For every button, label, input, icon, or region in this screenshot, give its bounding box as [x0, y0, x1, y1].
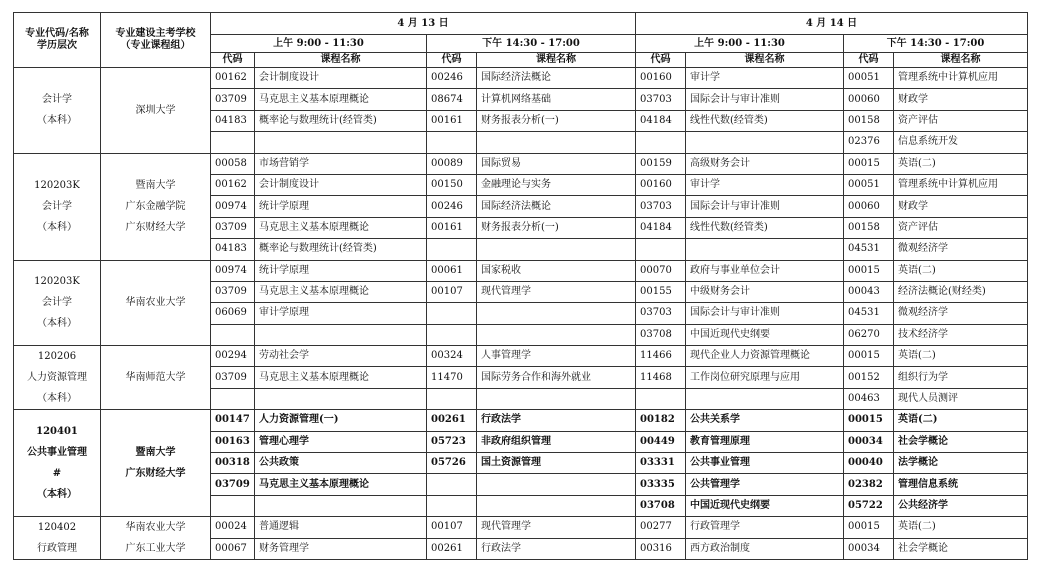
course-name: 市场营销学 [255, 153, 427, 174]
course-code: 00051 [844, 68, 894, 89]
course-code: 04184 [636, 110, 686, 131]
course-code: 11470 [427, 367, 477, 388]
course-code: 00015 [844, 410, 894, 431]
course-code: 02382 [844, 474, 894, 495]
major-line: 会计学 [42, 201, 72, 213]
course-code: 00163 [211, 431, 255, 452]
course-name: 公共关系学 [686, 410, 844, 431]
course-name: 马克思主义基本原理概论 [255, 281, 427, 302]
course-code: 00324 [427, 346, 477, 367]
course-code: 03703 [636, 89, 686, 110]
course-code: 02376 [844, 132, 894, 153]
course-code [427, 132, 477, 153]
course-name: 统计学原理 [255, 260, 427, 281]
school-line: 暨南大学 [135, 180, 176, 192]
course-name: 现代管理学 [477, 517, 636, 539]
course-header: 课程名称 [255, 53, 427, 68]
course-name: 马克思主义基本原理概论 [255, 367, 427, 388]
course-code: 03709 [211, 367, 255, 388]
course-name [477, 324, 636, 345]
school-line: 广东工业大学 [125, 543, 186, 555]
course-name: 管理心理学 [255, 431, 427, 452]
course-name: 国际会计与审计准则 [686, 89, 844, 110]
course-name: 组织行为学 [894, 367, 1028, 388]
table-row [14, 260, 1028, 281]
course-name [477, 239, 636, 260]
course-code: 00463 [844, 388, 894, 409]
course-name: 英语(二) [894, 410, 1028, 431]
course-code [636, 132, 686, 153]
course-name: 劳动社会学 [255, 346, 427, 367]
code-header: 代码 [636, 53, 686, 68]
course-name: 公共经济学 [894, 495, 1028, 516]
course-name: 计算机网络基础 [477, 89, 636, 110]
course-code: 03709 [211, 474, 255, 495]
course-name [255, 132, 427, 153]
course-code: 04184 [636, 217, 686, 238]
course-code: 00107 [427, 517, 477, 539]
course-code [427, 474, 477, 495]
course-code: 00015 [844, 346, 894, 367]
course-code [427, 495, 477, 516]
course-name: 金融理论与实务 [477, 174, 636, 195]
course-code [427, 324, 477, 345]
course-name: 会计制度设计 [255, 68, 427, 89]
course-code: 03708 [636, 324, 686, 345]
course-name: 现代企业人力资源管理概论 [686, 346, 844, 367]
course-code: 03331 [636, 453, 686, 474]
course-code: 03709 [211, 89, 255, 110]
course-name: 信息系统开发 [894, 132, 1028, 153]
course-header: 课程名称 [477, 53, 636, 68]
course-name: 教育管理原理 [686, 431, 844, 452]
major-line: 公共事业管理 [27, 447, 87, 459]
school-cell [101, 410, 211, 517]
course-name: 社会学概论 [894, 431, 1028, 452]
major-header: 专业代码/名称 学历层次 [14, 13, 101, 68]
course-name: 政府与事业单位会计 [686, 260, 844, 281]
course-code: 00246 [427, 68, 477, 89]
course-name: 财务报表分析(一) [477, 217, 636, 238]
course-name: 公共政策 [255, 453, 427, 474]
major-line: （本科） [37, 489, 77, 501]
course-code: 00058 [211, 153, 255, 174]
course-code: 00060 [844, 89, 894, 110]
course-name: 微观经济学 [894, 239, 1028, 260]
course-name: 国际经济法概论 [477, 196, 636, 217]
table-body [14, 68, 1028, 560]
course-name: 审计学 [686, 174, 844, 195]
course-code: 00160 [636, 174, 686, 195]
course-header: 课程名称 [686, 53, 844, 68]
course-name: 行政管理学 [686, 517, 844, 539]
course-name: 经济法概论(财经类) [894, 281, 1028, 302]
course-code: 00089 [427, 153, 477, 174]
course-code: 00158 [844, 110, 894, 131]
school-line: 暨南大学 [135, 447, 176, 459]
course-name: 财政学 [894, 196, 1028, 217]
major-cell [14, 260, 101, 346]
course-name: 概率论与数理统计(经管类) [255, 239, 427, 260]
course-name: 公共管理学 [686, 474, 844, 495]
course-header: 课程名称 [894, 53, 1028, 68]
course-name: 财政学 [894, 89, 1028, 110]
course-code: 04531 [844, 239, 894, 260]
course-code: 00107 [427, 281, 477, 302]
course-name: 公共事业管理 [686, 453, 844, 474]
major-cell [14, 153, 101, 260]
course-code [211, 495, 255, 516]
course-name: 英语(二) [894, 517, 1028, 539]
course-name: 国际经济法概论 [477, 68, 636, 89]
course-code: 00182 [636, 410, 686, 431]
course-code [427, 239, 477, 260]
course-code [636, 239, 686, 260]
course-name [255, 495, 427, 516]
major-line: （本科） [37, 115, 77, 127]
course-code: 00246 [427, 196, 477, 217]
course-code: 00294 [211, 346, 255, 367]
school-cell [101, 153, 211, 260]
major-line: # [52, 468, 62, 480]
course-name [477, 495, 636, 516]
course-name: 管理信息系统 [894, 474, 1028, 495]
major-line: 人力资源管理 [27, 372, 87, 384]
course-name: 管理系统中计算机应用 [894, 174, 1028, 195]
course-code: 04183 [211, 239, 255, 260]
course-code: 00040 [844, 453, 894, 474]
school-cell [101, 517, 211, 560]
course-name: 英语(二) [894, 260, 1028, 281]
course-name [477, 388, 636, 409]
course-code [427, 303, 477, 324]
course-code: 06069 [211, 303, 255, 324]
course-name [477, 132, 636, 153]
course-code: 05723 [427, 431, 477, 452]
course-code: 05722 [844, 495, 894, 516]
course-name: 统计学原理 [255, 196, 427, 217]
course-code [211, 388, 255, 409]
course-name: 英语(二) [894, 153, 1028, 174]
session-header: 上午 9:00 - 11:30 [211, 35, 427, 53]
course-code: 00155 [636, 281, 686, 302]
course-code: 00070 [636, 260, 686, 281]
course-name: 管理系统中计算机应用 [894, 68, 1028, 89]
school-cell [101, 260, 211, 346]
course-code: 00160 [636, 68, 686, 89]
major-line: 120402 [37, 522, 77, 534]
course-name [477, 474, 636, 495]
major-line: 120203K [34, 180, 80, 192]
course-name: 国际会计与审计准则 [686, 196, 844, 217]
course-name: 现代人员测评 [894, 388, 1028, 409]
course-name: 人力资源管理(一) [255, 410, 427, 431]
code-header: 代码 [844, 53, 894, 68]
day-header: 4 月 14 日 [636, 13, 1028, 35]
course-name: 中国近现代史纲要 [686, 324, 844, 345]
course-name: 法学概论 [894, 453, 1028, 474]
course-name: 国际劳务合作和海外就业 [477, 367, 636, 388]
code-header: 代码 [211, 53, 255, 68]
course-name: 行政法学 [477, 410, 636, 431]
course-name: 西方政治制度 [686, 538, 844, 560]
course-name: 马克思主义基本原理概论 [255, 474, 427, 495]
major-cell [14, 517, 101, 560]
course-name: 财务报表分析(一) [477, 110, 636, 131]
course-code: 00024 [211, 517, 255, 539]
session-header: 下午 14:30 - 17:00 [844, 35, 1028, 53]
course-name [686, 132, 844, 153]
course-name [686, 239, 844, 260]
course-name: 普通逻辑 [255, 517, 427, 539]
course-code: 00277 [636, 517, 686, 539]
course-code: 00051 [844, 174, 894, 195]
course-code: 00061 [427, 260, 477, 281]
course-name: 社会学概论 [894, 538, 1028, 560]
table-row [14, 517, 1028, 539]
course-code: 00261 [427, 410, 477, 431]
table-row [14, 68, 1028, 89]
course-code: 00043 [844, 281, 894, 302]
major-line: 会计学 [42, 297, 72, 309]
course-code: 00161 [427, 217, 477, 238]
course-code: 00318 [211, 453, 255, 474]
major-line: （本科） [37, 393, 77, 405]
course-code [211, 324, 255, 345]
course-code: 03709 [211, 217, 255, 238]
course-name: 中国近现代史纲要 [686, 495, 844, 516]
day-header: 4 月 13 日 [211, 13, 636, 35]
course-code: 00034 [844, 431, 894, 452]
course-code: 11466 [636, 346, 686, 367]
table-row [14, 346, 1028, 367]
school-cell [101, 68, 211, 154]
course-name: 马克思主义基本原理概论 [255, 217, 427, 238]
course-code: 00158 [844, 217, 894, 238]
major-line: 120401 [36, 426, 78, 438]
table-header [14, 13, 1028, 68]
course-code: 00261 [427, 538, 477, 560]
major-line: （本科） [37, 318, 77, 330]
course-name: 国家税收 [477, 260, 636, 281]
course-name: 概率论与数理统计(经管类) [255, 110, 427, 131]
course-name: 资产评估 [894, 110, 1028, 131]
session-header: 上午 9:00 - 11:30 [636, 35, 844, 53]
course-code: 00974 [211, 260, 255, 281]
course-name: 非政府组织管理 [477, 431, 636, 452]
school-line: 广东金融学院 [125, 201, 186, 213]
course-name: 会计制度设计 [255, 174, 427, 195]
course-name: 国际贸易 [477, 153, 636, 174]
course-code: 00974 [211, 196, 255, 217]
course-name: 国土资源管理 [477, 453, 636, 474]
course-name [255, 324, 427, 345]
course-name: 马克思主义基本原理概论 [255, 89, 427, 110]
course-code: 00150 [427, 174, 477, 195]
course-code [636, 388, 686, 409]
course-code: 04531 [844, 303, 894, 324]
course-name: 技术经济学 [894, 324, 1028, 345]
major-line: 行政管理 [37, 543, 77, 555]
course-code: 03703 [636, 303, 686, 324]
course-code: 06270 [844, 324, 894, 345]
course-code [211, 132, 255, 153]
school-line: 广东财经大学 [125, 468, 186, 480]
major-line: 会计学 [42, 94, 72, 106]
school-line: 华南师范大学 [125, 372, 186, 384]
course-code [427, 388, 477, 409]
school-line: 华南农业大学 [125, 297, 186, 309]
session-header: 下午 14:30 - 17:00 [427, 35, 636, 53]
course-code: 08674 [427, 89, 477, 110]
school-line: 华南农业大学 [125, 522, 186, 534]
course-code: 00015 [844, 517, 894, 539]
course-code: 00316 [636, 538, 686, 560]
course-code: 03703 [636, 196, 686, 217]
course-code: 03708 [636, 495, 686, 516]
course-code: 00147 [211, 410, 255, 431]
major-line: 120203K [34, 276, 80, 288]
table-row [14, 410, 1028, 431]
course-code: 00060 [844, 196, 894, 217]
course-name: 中级财务会计 [686, 281, 844, 302]
school-line: 广东财经大学 [125, 222, 186, 234]
course-name: 国际会计与审计准则 [686, 303, 844, 324]
course-code: 00449 [636, 431, 686, 452]
course-code: 00015 [844, 260, 894, 281]
major-line: （本科） [37, 222, 77, 234]
course-name: 行政法学 [477, 538, 636, 560]
major-line: 120206 [37, 351, 77, 363]
school-cell [101, 346, 211, 410]
course-code: 00152 [844, 367, 894, 388]
course-code: 11468 [636, 367, 686, 388]
course-name [686, 388, 844, 409]
major-cell [14, 410, 101, 517]
course-code: 03709 [211, 281, 255, 302]
course-name: 资产评估 [894, 217, 1028, 238]
school-header: 专业建设主考学校 （专业课程组） [101, 13, 211, 68]
course-code: 00034 [844, 538, 894, 560]
course-name [255, 388, 427, 409]
course-name: 英语(二) [894, 346, 1028, 367]
course-code: 05726 [427, 453, 477, 474]
course-code: 00159 [636, 153, 686, 174]
course-name: 微观经济学 [894, 303, 1028, 324]
schedule-table [13, 12, 1028, 560]
course-name: 现代管理学 [477, 281, 636, 302]
code-header: 代码 [427, 53, 477, 68]
course-name: 高级财务会计 [686, 153, 844, 174]
exam-schedule [13, 12, 1028, 560]
school-line: 深圳大学 [135, 104, 176, 116]
course-name: 线性代数(经管类) [686, 110, 844, 131]
course-code: 03335 [636, 474, 686, 495]
table-row [14, 153, 1028, 174]
course-name: 审计学 [686, 68, 844, 89]
course-code: 00015 [844, 153, 894, 174]
course-code: 04183 [211, 110, 255, 131]
course-name: 线性代数(经管类) [686, 217, 844, 238]
course-code: 00161 [427, 110, 477, 131]
course-code: 00067 [211, 538, 255, 560]
major-cell [14, 68, 101, 154]
major-cell [14, 346, 101, 410]
course-code: 00162 [211, 174, 255, 195]
course-name: 工作岗位研究原理与应用 [686, 367, 844, 388]
course-name: 人事管理学 [477, 346, 636, 367]
course-code: 00162 [211, 68, 255, 89]
course-name: 财务管理学 [255, 538, 427, 560]
course-name [477, 303, 636, 324]
course-name: 审计学原理 [255, 303, 427, 324]
